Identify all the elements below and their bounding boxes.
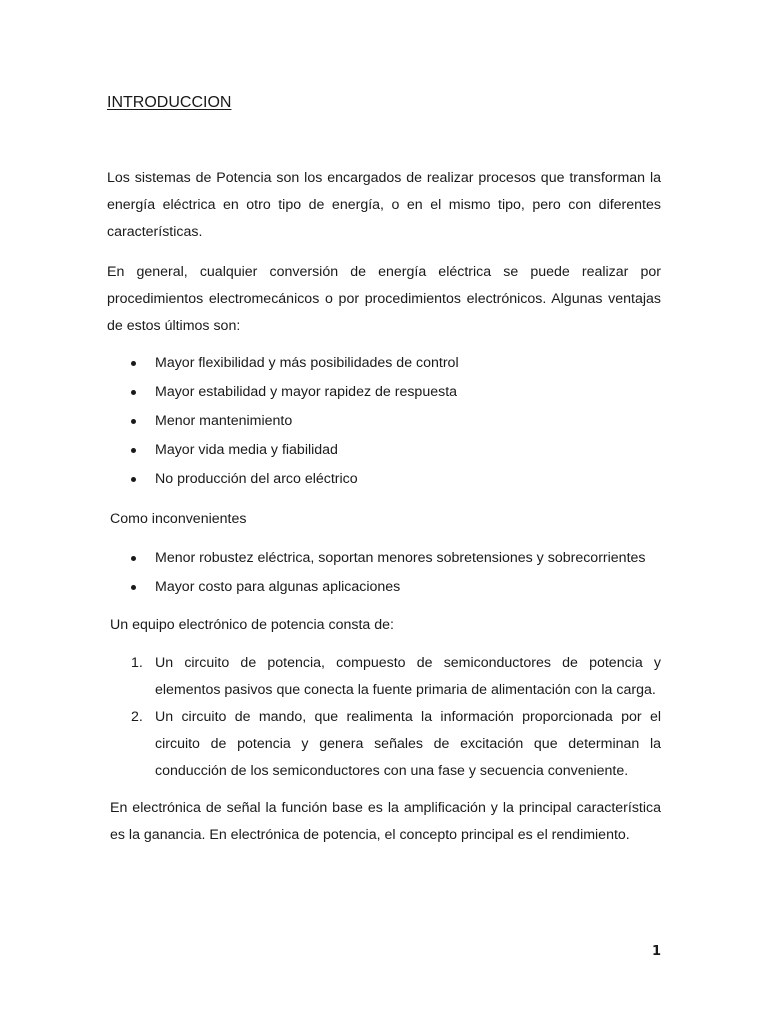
- list-number: 2.: [131, 709, 143, 725]
- bullet-icon: [131, 556, 136, 561]
- paragraph-conversion: En general, cualquier conversión de energía eléctrica se puede realizar por procedimientos electromecánicos o por procedimientos electrónicos. Algunas ventajas de estos últimos son:: [107, 264, 661, 334]
- section-heading: INTRODUCCION: [107, 94, 232, 111]
- list-item: [107, 350, 661, 377]
- list-item: [107, 650, 661, 704]
- equipment-intro: Un equipo electrónico de potencia consta de:: [110, 617, 394, 633]
- bullet-icon: [131, 390, 136, 395]
- list-item-text: Mayor costo para algunas aplicaciones: [155, 579, 401, 595]
- bullet-icon: [131, 448, 136, 453]
- list-item-text: Mayor flexibilidad y más posibilidades de control: [155, 355, 459, 371]
- list-item-text: Menor mantenimiento: [155, 413, 293, 429]
- list-item: [107, 574, 661, 601]
- list-item-text: No producción del arco eléctrico: [155, 471, 358, 487]
- list-number: 1.: [131, 655, 143, 671]
- document-body: [107, 92, 661, 849]
- list-item: [107, 379, 661, 406]
- list-item: [107, 408, 661, 435]
- list-item-text: Menor robustez eléctrica, soportan menores sobretensiones y sobrecorrientes: [155, 550, 646, 566]
- page-number: 1: [652, 944, 662, 959]
- bullet-icon: [131, 419, 136, 424]
- list-item: [107, 437, 661, 464]
- list-item-text: Mayor estabilidad y mayor rapidez de respuesta: [155, 384, 458, 400]
- bullet-icon: [131, 585, 136, 590]
- disadvantages-list: [107, 545, 661, 601]
- advantages-list: [107, 350, 661, 493]
- paragraph-intro: Los sistemas de Potencia son los encargados de realizar procesos que transforman la energía eléctrica en otro tipo de energía, o en el mismo tipo, pero con diferentes características.: [107, 170, 661, 240]
- bullet-icon: [131, 361, 136, 366]
- list-item-text: Un circuito de mando, que realimenta la información proporcionada por el circuito de potencia y genera señales de excitación que determinan la conducción de los semiconductores con una fase y secuencia conveniente.: [155, 709, 661, 779]
- list-item-text: Un circuito de potencia, compuesto de semiconductores de potencia y elementos pasivos que conecta la fuente primaria de alimentación con la carga.: [155, 655, 661, 698]
- list-item: [107, 545, 661, 572]
- list-item: [107, 466, 661, 493]
- list-item-text: Mayor vida media y fiabilidad: [155, 442, 338, 458]
- disadvantages-heading: Como inconvenientes: [110, 511, 247, 527]
- equipment-parts-list: [107, 650, 661, 785]
- list-item: [107, 704, 661, 785]
- paragraph-signal-vs-power: En electrónica de señal la función base es la amplificación y la principal característica es la ganancia. En electrónica de potencia, el concepto principal es el rendimiento.: [110, 800, 661, 843]
- bullet-icon: [131, 477, 136, 482]
